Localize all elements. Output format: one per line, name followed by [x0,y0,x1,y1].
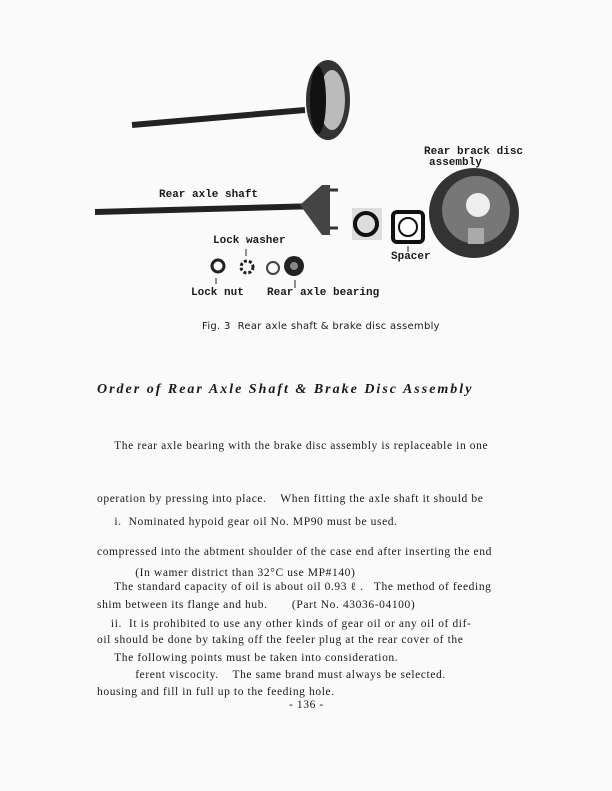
label-arrows [216,246,408,288]
text-line: oil should be done by taking off the feeler plug at the rear cover of the [97,633,464,646]
text-line: The standard capacity of oil is about oil 0.93 ℓ . The method of feeding [97,581,492,593]
assembled-axle-illustration [132,60,350,140]
label-lock-nut: Lock nut [191,287,244,299]
section-heading: Order of Rear Axle Shaft & Brake Disc Assembly [97,382,474,397]
brake-disc-illustration [429,168,519,258]
text-line: compressed into the abtment shoulder of the case end after inserting the end [97,546,492,558]
figure-caption: Fig. 3 Rear axle shaft & brake disc assembly [202,321,440,332]
text-line: shim between its flange and hub. (Part No. 43036-04100) [97,599,416,611]
text-line: The following points must be taken into consideration. [97,652,399,664]
label-spacer: Spacer [391,251,431,263]
list-item: ferent viscocity. The same brand must always be selected. [97,669,446,681]
text-line: The rear axle bearing with the brake disc assembly is replaceable in one [97,440,489,452]
small-parts-illustration [212,256,304,276]
label-bearing: Rear axle bearing [267,287,380,299]
text-line: operation by pressing into place. When fitting the axle shaft it should be [97,493,484,505]
seal-plate-illustration [352,208,382,240]
list-item: (In wamer district than 32°C use MP#140) [97,567,356,579]
text-line: housing and fill in full up to the feeding hole. [97,686,335,698]
spacer-illustration [393,212,423,242]
page-number: - 136 - [289,699,324,711]
list-item: i. Nominated hypoid gear oil No. MP90 must be used. [97,516,398,528]
label-brake-disc-line2: assembly [429,157,482,169]
list-item: ii. It is prohibited to use any other kinds of gear oil or any oil of dif- [97,618,472,630]
label-brake-disc-line1: Rear brack disc [424,146,524,158]
label-axle-shaft: Rear axle shaft [159,189,259,201]
label-lock-washer: Lock washer [213,235,286,247]
